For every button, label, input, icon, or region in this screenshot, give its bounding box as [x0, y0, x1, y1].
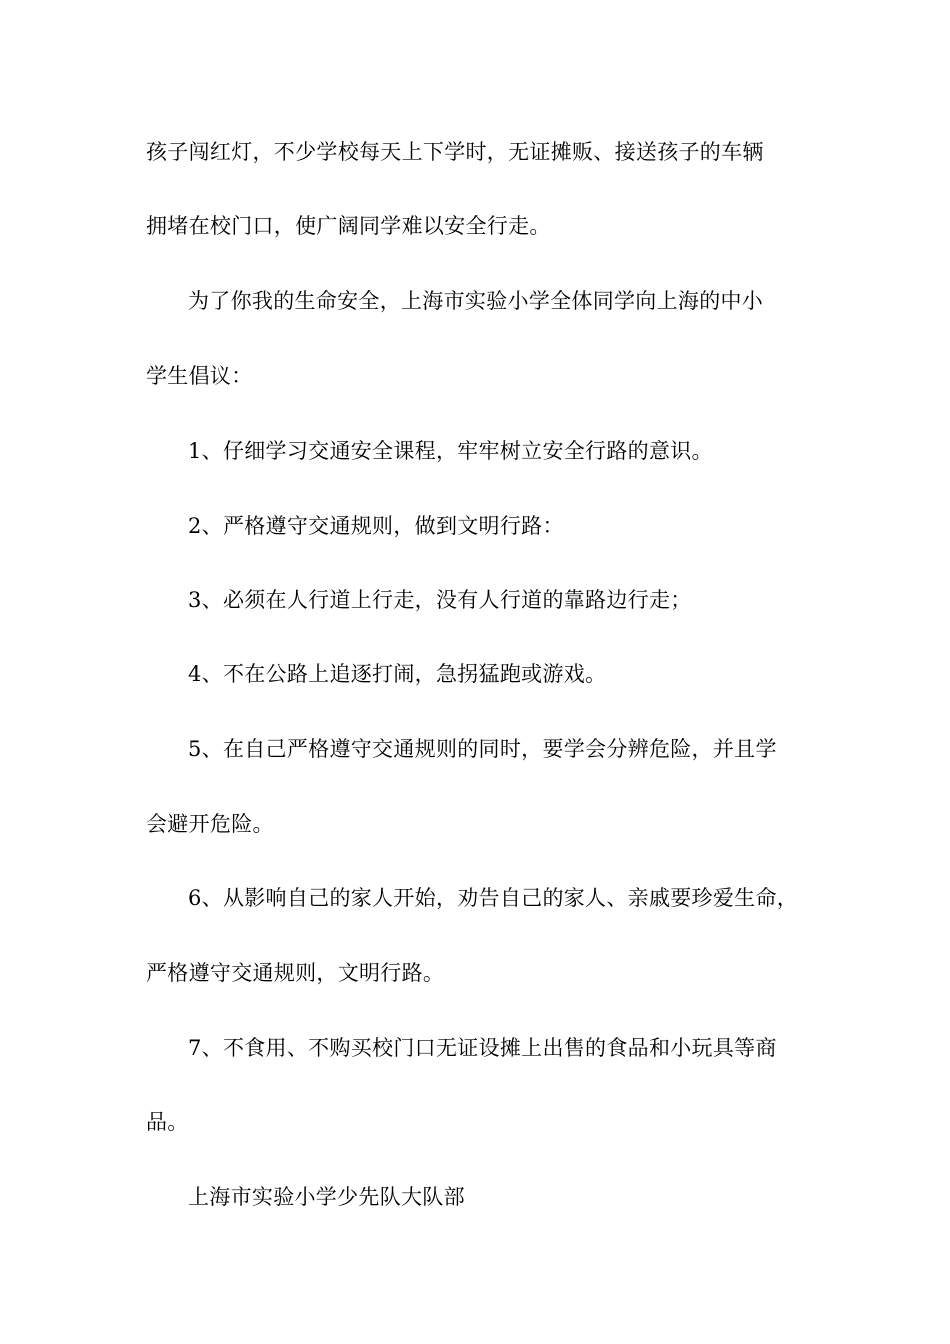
- signature-line: 上海市实验小学少先队大队部: [188, 1185, 465, 1209]
- list-item-7: 7、不食用、不购买校门口无证设摊上出售的食品和小玩具等商: [188, 1036, 777, 1060]
- body-text-line: 拥堵在校门口，使广阔同学难以安全行走。: [146, 214, 551, 238]
- list-item-1: 1、仔细学习交通安全课程，牢牢树立安全行路的意识。: [188, 439, 713, 463]
- list-item-6: 6、从影响自己的家人开始，劝告自己的家人、亲戚要珍爱生命，: [188, 886, 799, 910]
- body-text-line: 孩子闯红灯，不少学校每天上下学时，无证摊贩、接送孩子的车辆: [146, 140, 764, 164]
- list-item-5: 5、在自己严格遵守交通规则的同时，要学会分辨危险，并且学: [188, 737, 777, 761]
- list-item-7-continued: 品。: [146, 1110, 189, 1134]
- paragraph-first-line: 为了你我的生命安全，上海市实验小学全体同学向上海的中小: [188, 289, 764, 313]
- list-item-2: 2、严格遵守交通规则，做到文明行路：: [188, 514, 564, 538]
- list-item-6-continued: 严格遵守交通规则，文明行路。: [146, 961, 445, 985]
- list-item-4: 4、不在公路上追逐打闹，急拐猛跑或游戏。: [188, 662, 607, 686]
- list-item-3: 3、必须在人行道上行走，没有人行道的靠路边行走；: [188, 588, 692, 612]
- list-item-5-continued: 会避开危险。: [146, 812, 274, 836]
- body-text-line: 学生倡议：: [146, 364, 253, 388]
